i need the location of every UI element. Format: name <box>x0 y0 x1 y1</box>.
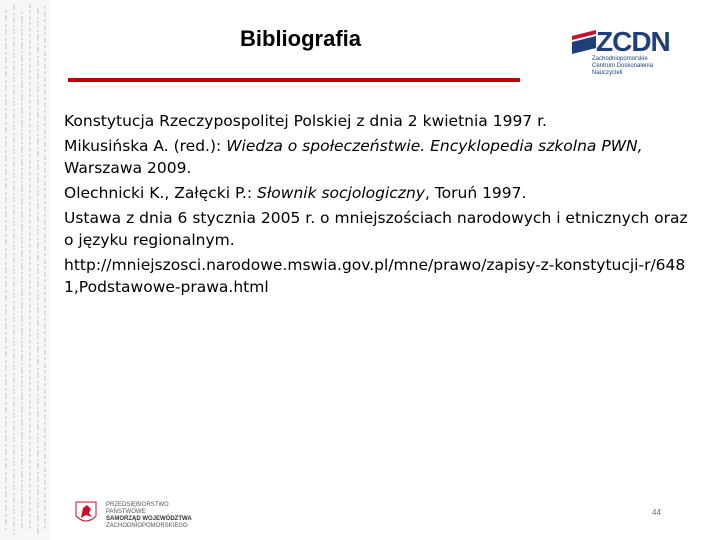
footer-logo-line2: SAMORZĄD WOJEWÓDZTWA <box>106 516 192 522</box>
griffin-emblem-icon <box>74 500 98 526</box>
logo-subtitle-line2: Centrum Doskonalenia Nauczycieli <box>592 63 654 76</box>
entry-text: Olechnicki K., Załęcki P.: <box>64 184 257 202</box>
footer-logo-line1: PRZEDSIĘBIORSTWO PAŃSTWOWE <box>106 502 169 515</box>
entry-title: Wiedza o społeczeństwie. Encyklopedia szkolna PWN, <box>226 137 643 155</box>
entry-text-after: , Toruń 1997. <box>424 184 527 202</box>
bibliography-list <box>64 110 694 301</box>
entry-text: Ustawa z dnia 6 stycznia 2005 r. o mniejszościach narodowych i etnicznych oraz o języku regionalnym. <box>64 209 688 249</box>
logo-subtitle <box>592 56 682 77</box>
logo-text: ZCDN <box>596 26 670 57</box>
zcdn-logo <box>570 26 682 76</box>
decorative-side-strip <box>0 0 50 540</box>
page-title: Bibliografia <box>240 26 362 51</box>
bibliography-entry <box>64 110 694 132</box>
footer-logo <box>74 500 194 530</box>
bibliography-entry-url <box>64 254 694 298</box>
footer-logo-text <box>106 502 194 530</box>
zcdn-logo-mark-icon <box>572 30 596 54</box>
bibliography-entry <box>64 182 694 204</box>
entry-title: Słownik socjologiczny <box>257 184 425 202</box>
entry-text: Mikusińska A. (red.): <box>64 137 227 155</box>
entry-text: Konstytucja Rzeczypospolitej Polskiej z dnia 2 kwietnia 1997 r. <box>64 112 547 130</box>
page-number: 44 <box>652 508 661 517</box>
logo-subtitle-line1: Zachodniopomorskie <box>592 56 648 62</box>
entry-url: http://mniejszosci.narodowe.mswia.gov.pl/mne/prawo/zapisy-z-konstytucji-r/6481,Podstawowe-prawa.html <box>64 256 686 296</box>
footer-logo-line3: ZACHODNIOPOMORSKIEGO <box>106 523 188 529</box>
bibliography-entry <box>64 135 694 179</box>
entry-text-after: Warszawa 2009. <box>64 159 192 177</box>
bibliography-entry <box>64 207 694 251</box>
title-underline <box>68 78 520 82</box>
handwriting-decoration <box>0 0 50 540</box>
